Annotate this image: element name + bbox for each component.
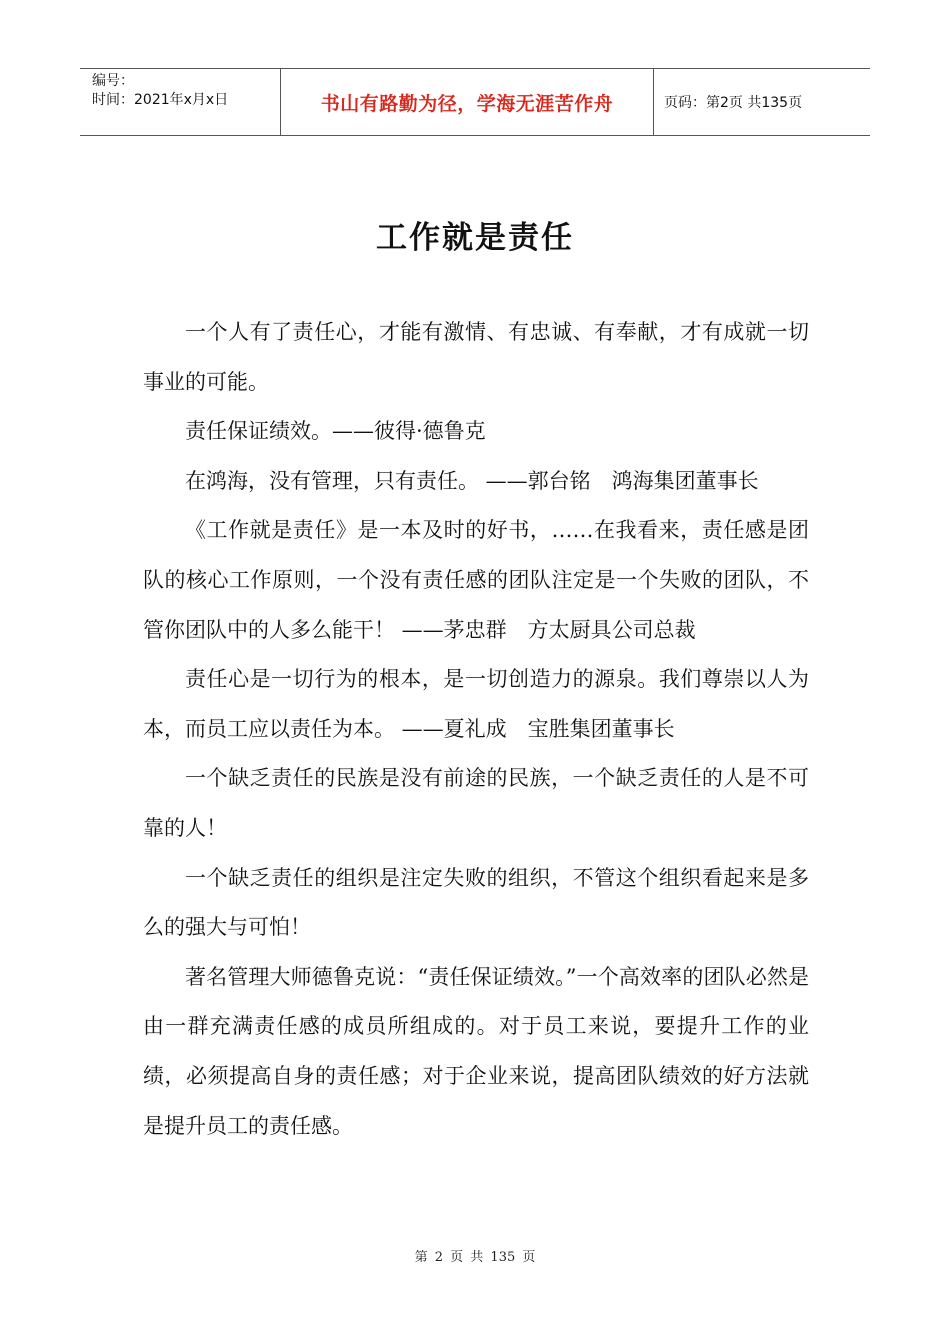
page-footer: 第 2 页 共 135 页 (414, 1250, 536, 1265)
header-page-info: 页码：第2页 共135页 (664, 95, 803, 111)
paragraph: 责任心是一切行为的根本，是一切创造力的源泉。我们尊崇以人为本，而员工应以责任为本。 ——夏礼成 宝胜集团董事长 (143, 667, 809, 741)
paragraph: 一个缺乏责任的民族是没有前途的民族，一个缺乏责任的人是不可靠的人！ (143, 766, 809, 840)
paragraph: 责任保证绩效。——彼得·德鲁克 (185, 419, 486, 444)
paragraph: 在鸿海，没有管理，只有责任。 ——郭台铭 鸿海集团董事长 (185, 468, 759, 493)
paragraph: 著名管理大师德鲁克说：“责任保证绩效。”一个高效率的团队必然是由一群充满责任感的成员所组成的。对于员工来说，要提升工作的业绩，必须提高自身的责任感；对于企业来说，提高团队绩效的好方法就是提升员工的责任感。 (143, 964, 809, 1138)
page-header (80, 68, 870, 136)
header-meta (80, 69, 281, 135)
number-label: 编号： (92, 73, 134, 89)
document-body (143, 308, 809, 1151)
document-title: 工作就是责任 (376, 220, 574, 256)
paragraph: 一个缺乏责任的组织是注定失败的组织，不管这个组织看起来是多么的强大与可怕！ (143, 865, 809, 940)
paragraph: 一个人有了责任心，才能有激情、有忠诚、有奉献，才有成就一切事业的可能。 (143, 320, 809, 394)
date-label: 时间：2021年x月x日 (92, 92, 229, 108)
header-motto: 书山有路勤为径，学海无涯苦作舟 (281, 69, 654, 135)
paragraph: 《工作就是责任》是一本及时的好书，……在我看来，责任感是团队的核心工作原则，一个没有责任感的团队注定是一个失败的团队，不管你团队中的人多么能干！ ——茅忠群 方太厨具公司总裁 (143, 518, 809, 642)
